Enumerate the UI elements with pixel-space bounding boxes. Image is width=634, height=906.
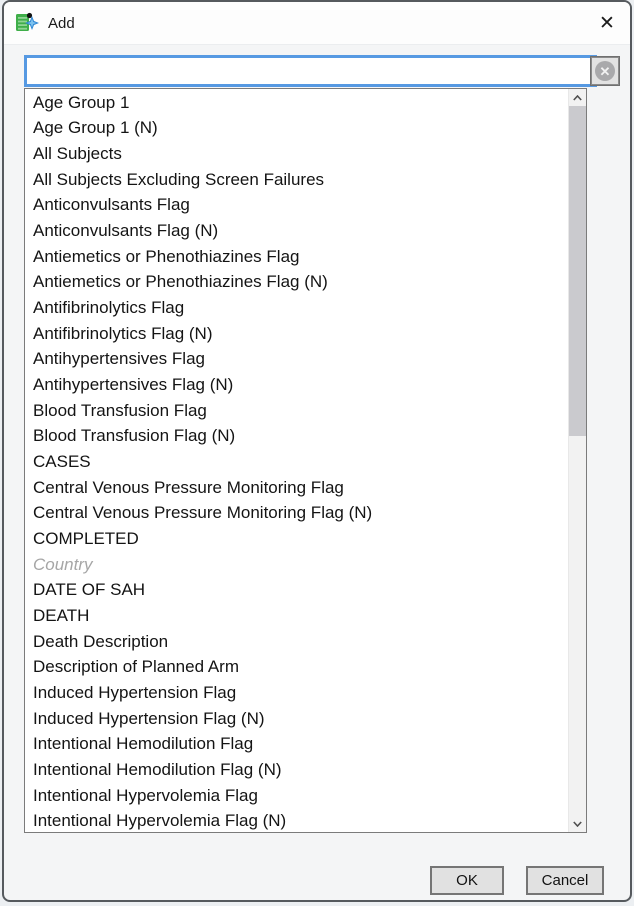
scrollbar-thumb[interactable] [569,106,586,436]
list-item[interactable]: Age Group 1 [33,92,130,112]
list-item[interactable]: All Subjects [33,144,122,164]
list-item[interactable]: Antihypertensives Flag [33,349,205,369]
list-item[interactable]: Antihypertensives Flag (N) [33,375,234,395]
filter-input[interactable] [24,55,597,87]
list-item[interactable]: Induced Hypertension Flag (N) [33,708,265,728]
clear-filter-button[interactable] [591,57,619,85]
cancel-button[interactable]: Cancel [526,866,604,895]
scroll-down-button[interactable] [569,815,586,832]
item-list [25,90,568,833]
titlebar [4,2,630,45]
list-item[interactable]: Central Venous Pressure Monitoring Flag [33,477,344,497]
list-item[interactable]: Anticonvulsants Flag (N) [33,221,219,241]
list-item[interactable]: Description of Planned Arm [33,657,239,677]
list-item[interactable]: CASES [33,452,91,472]
list-item[interactable]: Intentional Hypervolemia Flag [33,785,258,805]
close-icon: ✕ [599,12,615,34]
add-dialog [2,0,632,902]
add-table-icon [15,12,39,34]
list-item[interactable]: COMPLETED [33,528,139,548]
ok-button[interactable]: OK [430,866,504,895]
list-item[interactable]: Central Venous Pressure Monitoring Flag (N) [33,503,373,523]
list-item[interactable]: Antiemetics or Phenothiazines Flag [33,246,300,266]
item-listbox [24,88,587,833]
list-item[interactable]: Intentional Hemodilution Flag (N) [33,759,282,779]
list-item[interactable]: DEATH [33,605,90,625]
list-item[interactable]: Blood Transfusion Flag [33,400,207,420]
list-item[interactable]: Blood Transfusion Flag (N) [33,426,236,446]
circle-x-icon: ✕ [595,61,615,81]
list-item[interactable]: DATE OF SAH [33,580,146,600]
close-button[interactable] [590,7,624,39]
list-item[interactable]: Antifibrinolytics Flag [33,298,185,318]
list-item[interactable]: Antiemetics or Phenothiazines Flag (N) [33,272,328,292]
vertical-scrollbar[interactable] [568,89,586,832]
list-item[interactable]: Country [33,554,93,574]
list-item[interactable]: Intentional Hemodilution Flag [33,734,254,754]
list-item[interactable]: Anticonvulsants Flag [33,195,190,215]
list-item[interactable]: Induced Hypertension Flag [33,682,237,702]
list-item[interactable]: All Subjects Excluding Screen Failures [33,169,325,189]
scroll-up-button[interactable] [569,89,586,106]
list-item[interactable]: Death Description [33,631,169,651]
list-item[interactable]: Age Group 1 (N) [33,118,158,138]
list-item[interactable]: Intentional Hypervolemia Flag (N) [33,811,287,831]
dialog-title: Add [48,14,75,32]
list-item[interactable]: Antifibrinolytics Flag (N) [33,323,213,343]
chevron-up-icon [573,95,582,101]
chevron-down-icon [573,821,582,827]
